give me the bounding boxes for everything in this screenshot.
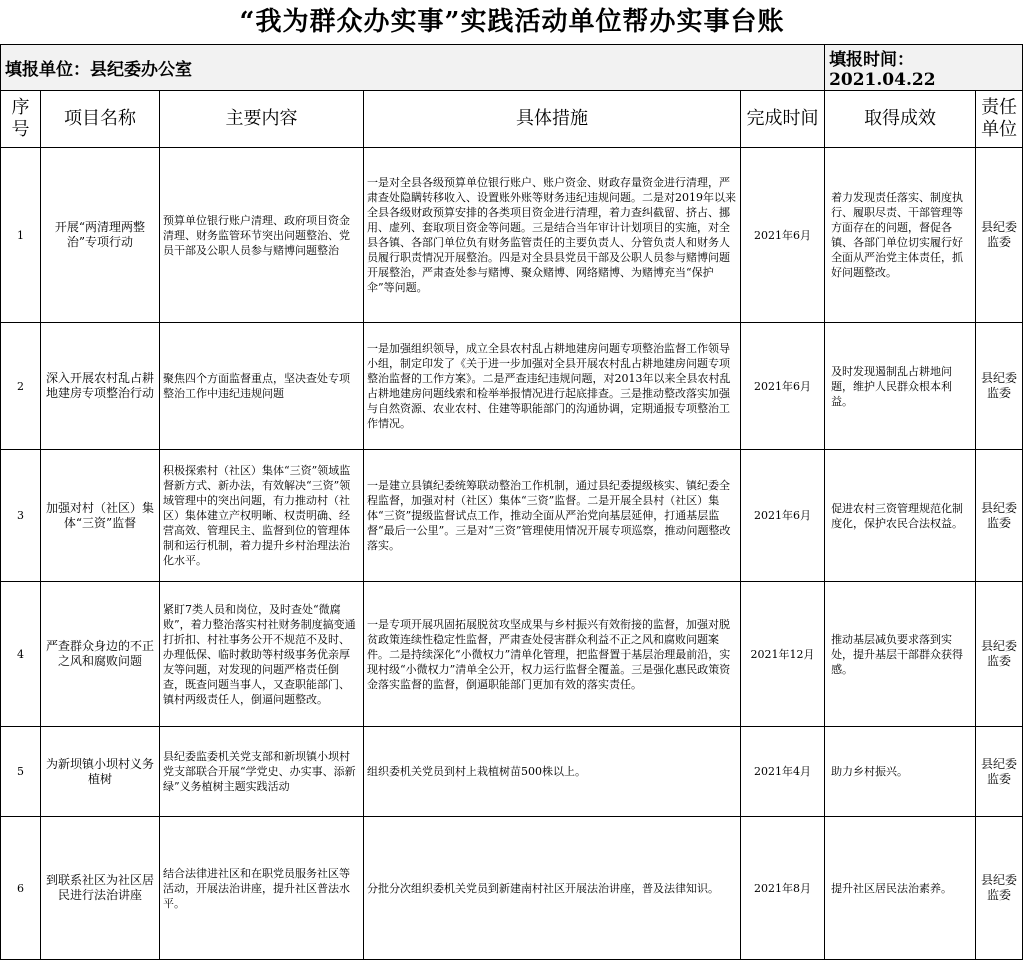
cell-measure: 一是建立县镇纪委统筹联动整治工作机制，通过县纪委提级核实、镇纪委全程监督，加强对村（社区）集体“三资”监督。二是开展全县村（社区）集体“三资”提级监督试点工作，推动全面从严治党向基层延伸，打通基层监督“最后一公里”。三是对“三资”管理使用情况开展专项巡察，推动问题整改落实。: [364, 450, 741, 582]
cell-name: 加强对村（社区）集体“三资”监督: [41, 450, 160, 582]
table-row: [1, 817, 1023, 960]
cell-done: 2021年8月: [741, 817, 825, 960]
info-row: [1, 45, 1023, 91]
cell-no: 4: [1, 582, 41, 727]
cell-name: 到联系社区为社区居民进行法治讲座: [41, 817, 160, 960]
cell-content: 县纪委监委机关党支部和新坝镇小坝村党支部联合开展“学党史、办实事、添新绿”义务植树主题实践活动: [160, 727, 364, 817]
cell-result: 推动基层减负要求落到实处，提升基层干部群众获得感。: [825, 582, 976, 727]
cell-name: 为新坝镇小坝村义务植树: [41, 727, 160, 817]
header-result: 取得成效: [825, 91, 976, 148]
header-name: 项目名称: [41, 91, 160, 148]
header-no: 序号: [1, 91, 41, 148]
cell-content: 聚焦四个方面监督重点，坚决查处专项整治工作中违纪违规问题: [160, 323, 364, 450]
cell-result: 助力乡村振兴。: [825, 727, 976, 817]
cell-unit: 县纪委监委: [976, 148, 1023, 323]
header-unit: 责任单位: [976, 91, 1023, 148]
cell-measure: 一是加强组织领导，成立全县农村乱占耕地建房问题专项整治监督工作领导小组，制定印发了《关于进一步加强对全县开展农村乱占耕地建房问题专项整治监督的工作方案》。二是严查违纪违规问题，对2013年以来全县农村乱占耕地建房问题线索和检举举报情况进行起底排查。三是推动整改落实加强与自然资源、农业农村、住建等职能部门的沟通协调，定期通报专项整治工作情况。: [364, 323, 741, 450]
table-row: [1, 582, 1023, 727]
cell-measure: 分批分次组织委机关党员到新建南村社区开展法治讲座，普及法律知识。: [364, 817, 741, 960]
cell-name: 开展“两清理两整治”专项行动: [41, 148, 160, 323]
ledger-table: [0, 44, 1023, 960]
cell-done: 2021年6月: [741, 450, 825, 582]
cell-name: 深入开展农村乱占耕地建房专项整治行动: [41, 323, 160, 450]
cell-measure: 一是对全县各级预算单位银行账户、账户资金、财政存量资金进行清理，严肃查处隐瞒转移收入、设置账外账等财务违纪违规问题。二是对2019年以来全县各级财政预算安排的各类项目资金进行清理，着力查纠截留、挤占、挪用、虚列、套取项目资金等问题。三是结合当年审计计划项目的实施，对全县各镇、各部门单位负有财务监管责任的主要负责人、分管负责人和财务人员履行职责情况开展整治。四是对全县县党员干部及公职人员参与赌博问题开展整治，严肃查处参与赌博、聚众赌博、网络赌博、为赌博充当“保护伞”等问题。: [364, 148, 741, 323]
cell-content: 预算单位银行账户清理、政府项目资金清理、财务监管环节突出问题整治、党员干部及公职人员参与赌博问题整治: [160, 148, 364, 323]
cell-measure: 组织委机关党员到村上栽植树苗500株以上。: [364, 727, 741, 817]
header-done: 完成时间: [741, 91, 825, 148]
document-title: “我为群众办实事”实践活动单位帮办实事台账: [239, 7, 785, 37]
cell-result: 及时发现遏制乱占耕地问题，维护人民群众根本利益。: [825, 323, 976, 450]
cell-unit: 县纪委监委: [976, 323, 1023, 450]
cell-measure: 一是专项开展巩固拓展脱贫攻坚成果与乡村振兴有效衔接的监督，加强对脱贫政策连续性稳定性监督，严肃查处侵害群众利益不正之风和腐败问题案件。二是持续深化“小微权力”清单化管理，把监督置于基层治理最前沿，实现村级“小微权力”清单全公开，权力运行监督全覆盖。三是强化惠民政策资金落实监督的监督，倒逼职能部门更加有效的落实责任。: [364, 582, 741, 727]
table-row: [1, 148, 1023, 323]
table-row: [1, 727, 1023, 817]
cell-no: 3: [1, 450, 41, 582]
header-row: [1, 91, 1023, 148]
cell-result: 促进农村三资管理规范化制度化，保护农民合法权益。: [825, 450, 976, 582]
reporting-unit: 填报单位：县纪委办公室: [1, 45, 825, 91]
table-row: [1, 323, 1023, 450]
cell-unit: 县纪委监委: [976, 727, 1023, 817]
cell-result: 提升社区居民法治素养。: [825, 817, 976, 960]
cell-done: 2021年12月: [741, 582, 825, 727]
header-content: 主要内容: [160, 91, 364, 148]
cell-no: 5: [1, 727, 41, 817]
cell-no: 6: [1, 817, 41, 960]
cell-content: 积极探索村（社区）集体“三资”领域监督新方式、新办法，有效解决“三资”领域管理中的突出问题，有力推动村（社区）集体建立产权明晰、权责明确、经营高效、管理民主、监督到位的管理体制和运行机制，着力提升乡村治理法治化水平。: [160, 450, 364, 582]
cell-done: 2021年6月: [741, 323, 825, 450]
cell-name: 严查群众身边的不正之风和腐败问题: [41, 582, 160, 727]
cell-unit: 县纪委监委: [976, 450, 1023, 582]
cell-done: 2021年4月: [741, 727, 825, 817]
header-measure: 具体措施: [364, 91, 741, 148]
cell-no: 2: [1, 323, 41, 450]
cell-done: 2021年6月: [741, 148, 825, 323]
cell-content: 结合法律进社区和在职党员服务社区等活动，开展法治讲座，提升社区普法水平。: [160, 817, 364, 960]
cell-unit: 县纪委监委: [976, 817, 1023, 960]
cell-unit: 县纪委监委: [976, 582, 1023, 727]
table-row: [1, 450, 1023, 582]
reporting-time: 填报时间：2021.04.22: [825, 45, 1023, 91]
cell-no: 1: [1, 148, 41, 323]
cell-result: 着力发现责任落实、制度执行、履职尽责、干部管理等方面存在的问题，督促各镇、各部门单位切实履行好全面从严治党主体责任，抓好问题整改。: [825, 148, 976, 323]
cell-content: 紧盯7类人员和岗位，及时查处“微腐败”，着力整治落实村社财务制度搞变通打折扣、村社事务公开不规范不及时、办理低保、临时救助等村级事务优亲厚友等问题，对发现的问题严格责任倒查，既查问题当事人，又查职能部门、镇村两级责任人，倒逼问题整改。: [160, 582, 364, 727]
